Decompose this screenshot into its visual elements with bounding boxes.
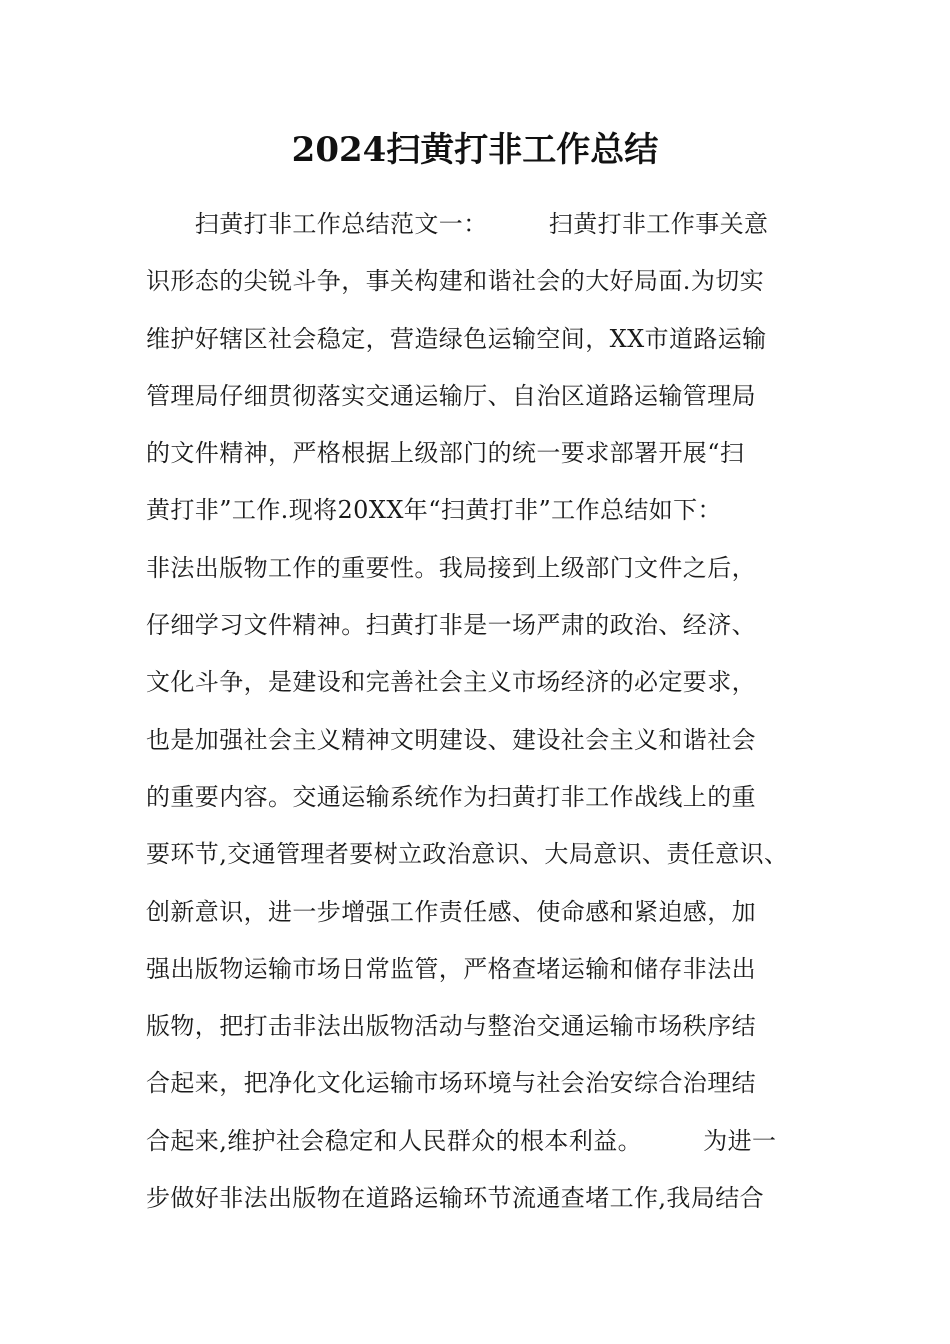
text-line: 步做好非法出版物在道路运输环节流通查堵工作,我局结合 <box>146 1184 765 1213</box>
text-line: 扫黄打非工作总结范文一： 扫黄打非工作事关意 <box>146 210 769 238</box>
text-line: 创新意识，进一步增强工作责任感、使命感和紧迫感，加 <box>146 897 756 926</box>
text-line: 版物，把打击非法出版物活动与整治交通运输市场秩序结 <box>146 1012 756 1041</box>
text-line: 也是加强社会主义精神文明建设、建设社会主义和谐社会 <box>146 725 756 754</box>
text-line: 仔细学习文件精神。扫黄打非是一场严肃的政治、经济、 <box>146 611 756 640</box>
text-line: 维护好辖区社会稳定，营造绿色运输空间，XX市道路运输 <box>146 324 767 353</box>
text-line: 的重要内容。交通运输系统作为扫黄打非工作战线上的重 <box>146 782 756 811</box>
document-body <box>146 196 826 1227</box>
text-line: 强出版物运输市场日常监管，严格查堵运输和储存非法出 <box>146 954 756 983</box>
text-line: 黄打非”工作.现将20XX年“扫黄打非”工作总结如下： <box>146 496 722 525</box>
text-line: 合起来,维护社会稳定和人民群众的根本利益。 为进一 <box>146 1126 777 1155</box>
text-line: 非法出版物工作的重要性。我局接到上级部门文件之后， <box>146 553 756 582</box>
text-line: 识形态的尖锐斗争，事关构建和谐社会的大好局面.为切实 <box>146 267 765 296</box>
text-line: 要环节,交通管理者要树立政治意识、大局意识、责任意识、 <box>146 840 789 869</box>
document-title: 2024扫黄打非工作总结 <box>291 130 659 170</box>
text-line: 文化斗争，是建设和完善社会主义市场经济的必定要求， <box>146 668 756 697</box>
text-line: 的文件精神，严格根据上级部门的统一要求部署开展“扫 <box>146 439 745 468</box>
text-line: 管理局仔细贯彻落实交通运输厅、自治区道路运输管理局 <box>146 381 756 410</box>
text-line: 合起来，把净化文化运输市场环境与社会治安综合治理结 <box>146 1069 756 1098</box>
